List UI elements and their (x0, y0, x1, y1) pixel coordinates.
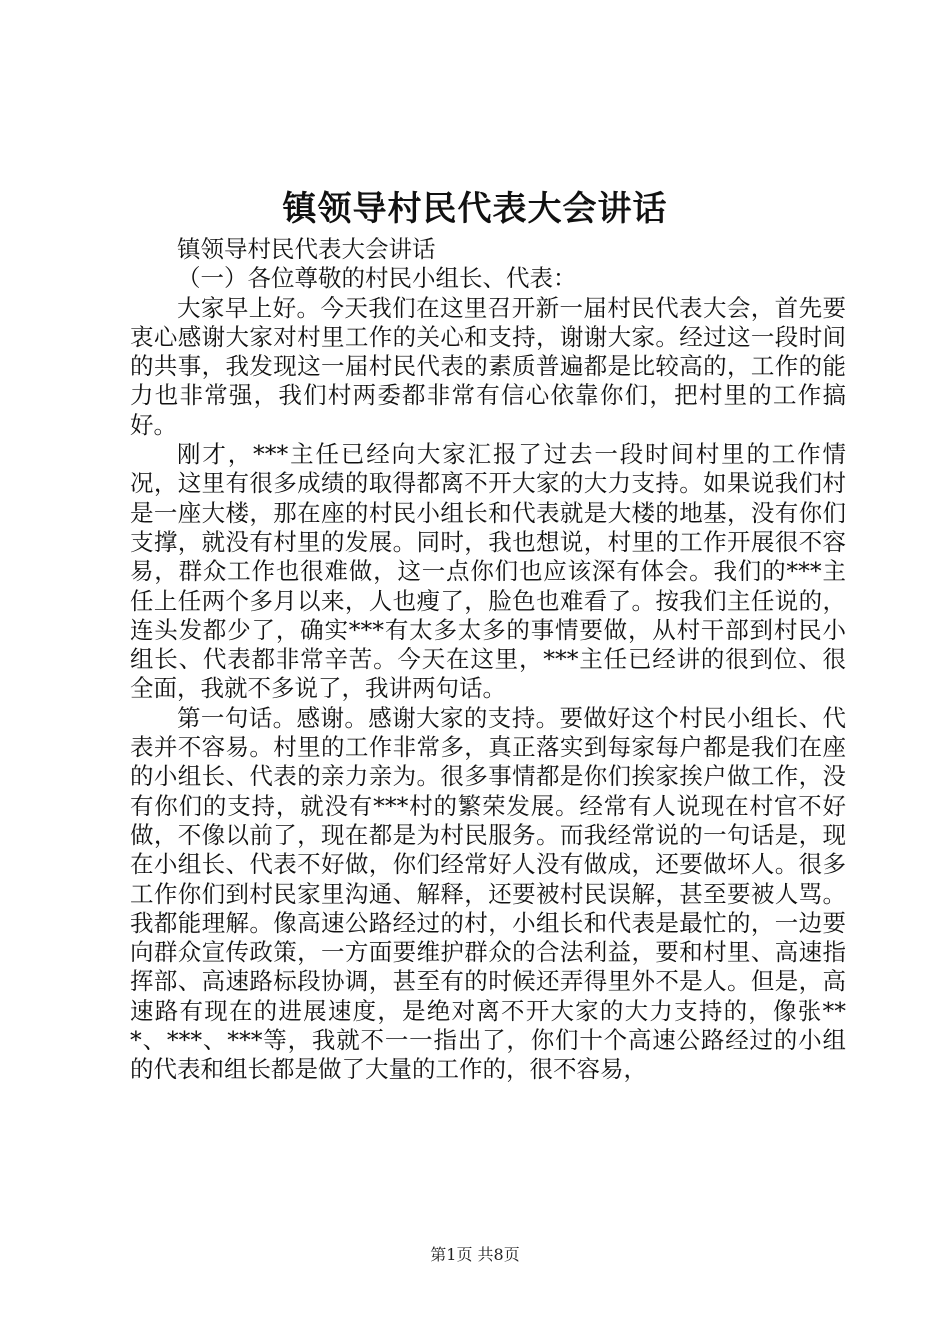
page-footer: 第1页 共8页 (430, 1245, 520, 1264)
paragraph-first-point: 第一句话。感谢。感谢大家的支持。要做好这个村民小组长、代表并不容易。村里的工作非常多，真正落实到每家每户都是我们在座的小组长、代表的亲力亲为。很多事情都是你们挨家挨户做工作，没有你们的支持，就没有***村的繁荣发展。经常有人说现在村官不好做，不像以前了，现在都是为村民服务。而我经常说的一句话是，现在小组长、代表不好做，你们经常好人没有做成，还要做坏人。很多工作你们到村民家里沟通、解释，还要被村民误解，甚至要被人骂。我都能理解。像高速公路经过的村，小组长和代表是最忙的，一边要向群众宣传政策，一方面要维护群众的合法利益，要和村里、高速指挥部、高速路标段协调，甚至有的时候还弄得里外不是人。但是，高速路有现在的进展速度，是绝对离不开大家的大力支持的，像张***、***、***等，我就不一一指出了，你们十个高速公路经过的小组的代表和组长都是做了大量的工作的，很不容易， (130, 703, 846, 1084)
paragraph-greeting: 大家早上好。今天我们在这里召开新一届村民代表大会，首先要衷心感谢大家对村里工作的关心和支持，谢谢大家。经过这一段时间的共事，我发现这一届村民代表的素质普遍都是比较高的，工作的能力也非常强，我们村两委都非常有信心依靠你们，把村里的工作搞好。 (130, 293, 846, 439)
document-body (130, 235, 846, 1085)
paragraph-salutation: （一）各位尊敬的村民小组长、代表： (177, 264, 577, 293)
document-title: 镇领导村民代表大会讲话 (282, 189, 668, 229)
paragraph-subtitle: 镇领导村民代表大会讲话 (177, 235, 436, 263)
paragraph-report: 刚才，***主任已经向大家汇报了过去一段时间村里的工作情况，这里有很多成绩的取得都离不开大家的大力支持。如果说我们村是一座大楼，那在座的村民小组长和代表就是大楼的地基，没有你们支撑，就没有村里的发展。同时，我也想说，村里的工作开展很不容易，群众工作也很难做，这一点你们也应该深有体会。我们的***主任上任两个多月以来，人也瘦了，脸色也难看了。按我们主任说的，连头发都少了，确实***有太多太多的事情要做，从村干部到村民小组长、代表都非常辛苦。今天在这里，***主任已经讲的很到位、很全面，我就不多说了，我讲两句话。 (130, 440, 846, 703)
